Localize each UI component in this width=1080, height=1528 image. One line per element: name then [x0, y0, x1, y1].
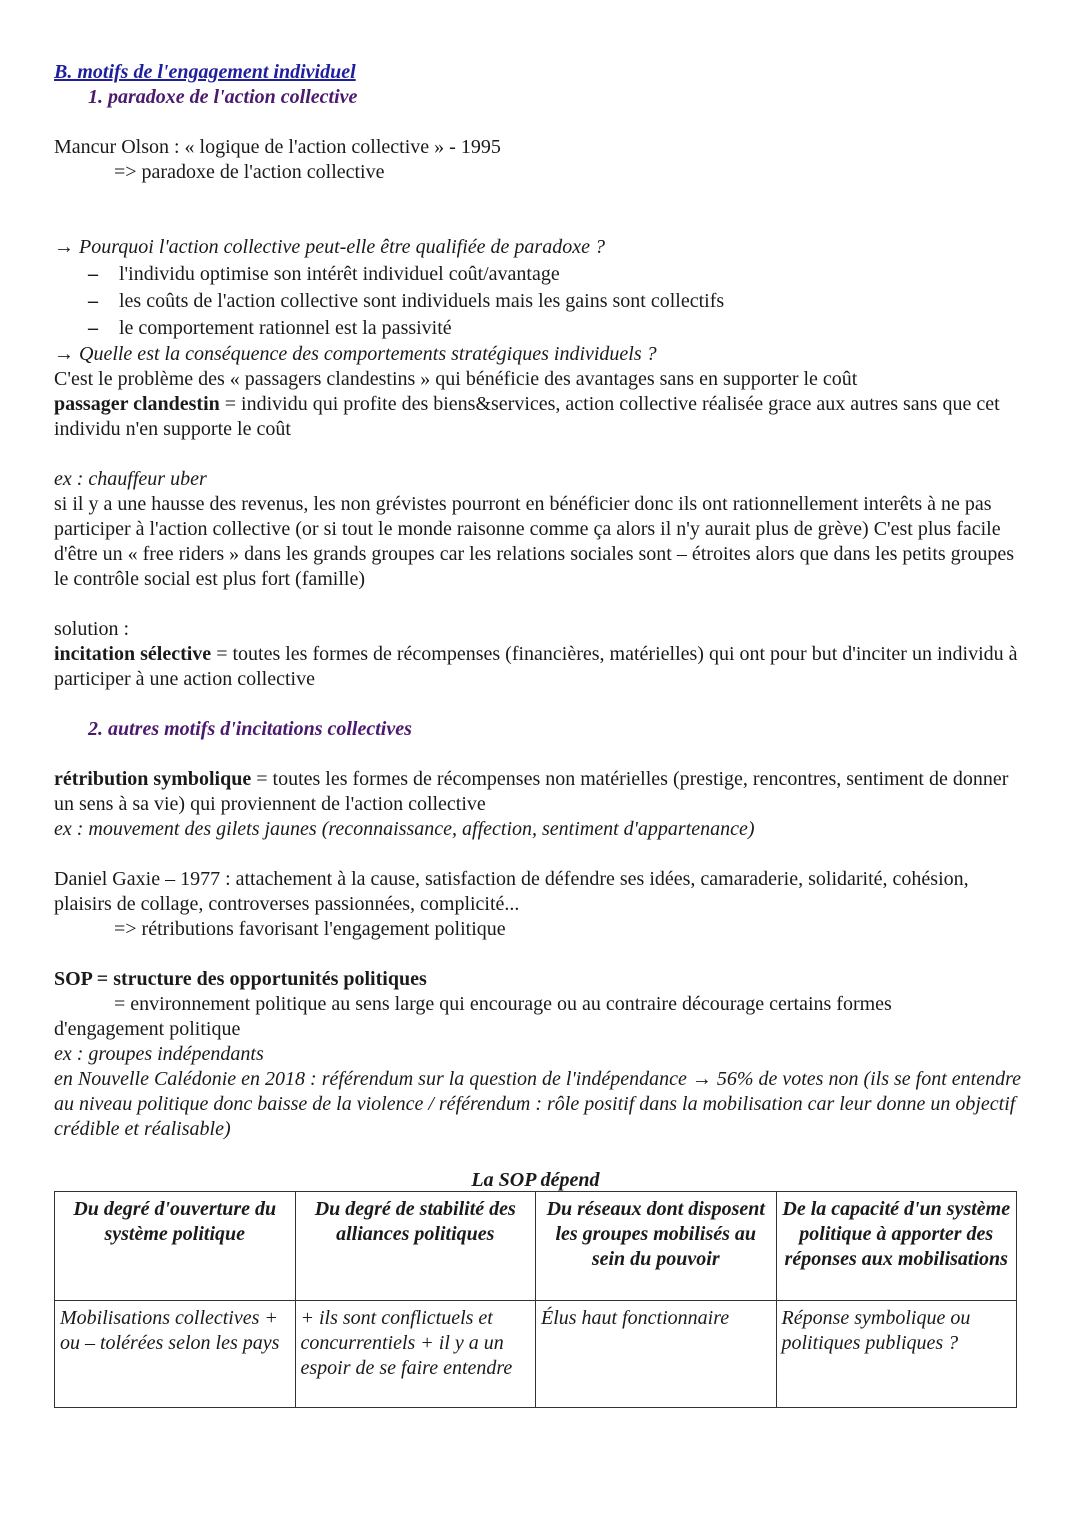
solution-label: solution :: [54, 618, 130, 640]
table-header-cell: Du réseaux dont disposent les groupes mobilisés au sein du pouvoir: [536, 1192, 777, 1301]
subsection-1-title: 1. paradoxe de l'action collective: [88, 86, 358, 108]
retribution-example: ex : mouvement des gilets jaunes (reconnaissance, affection, sentiment d'appartenance): [54, 818, 755, 840]
incitation-definition: [54, 642, 1029, 692]
bullet-item: – le comportement rationnel est la passivité: [54, 316, 1029, 341]
free-rider-term: passager clandestin: [54, 393, 220, 415]
sop-example-text: en Nouvelle Calédonie en 2018 : référendum sur la question de l'indépendance → 56% de votes non (ils se font entendre au niveau politique donc baisse de la violence / référendum : rôle positif dans la mobilisation car leur donne un objectif crédible et réalisable): [54, 1068, 1022, 1140]
bullet-item: – l'individu optimise son intérêt individuel coût/avantage: [54, 262, 1029, 287]
retribution-text: = toutes les formes de récompenses non matérielles (prestige, rencontres, sentiment de donner un sens à sa vie) qui proviennent de l'action collective: [54, 768, 1009, 815]
olson-line: Mancur Olson : « logique de l'action collective » - 1995: [54, 136, 501, 158]
subsection-2-title: 2. autres motifs d'incitations collectives: [88, 718, 412, 740]
free-rider-text: = individu qui profite des biens&services, action collective réalisée grace aux autres sans que cet individu n'en supporte le coût: [54, 393, 1000, 440]
gaxie-result: => rétributions favorisant l'engagement politique: [114, 918, 506, 940]
table-cell: + ils sont conflictuels et concurrentiels + il y a un espoir de se faire entendre: [295, 1301, 536, 1408]
paradox-bullet-list: [54, 262, 1029, 341]
section-b-title: B. motifs de l'engagement individuel: [54, 61, 356, 83]
olson-result: => paradoxe de l'action collective: [114, 161, 385, 183]
retribution-term: rétribution symbolique: [54, 768, 252, 790]
free-rider-definition: [54, 392, 1029, 442]
sop-term: SOP = structure des opportunités politiques: [54, 968, 427, 990]
incitation-term: incitation sélective: [54, 643, 212, 665]
table-cell: Élus haut fonctionnaire: [536, 1301, 777, 1408]
sop-definition-cont: d'engagement politique: [54, 1018, 241, 1040]
example-uber-label: ex : chauffeur uber: [54, 468, 207, 490]
sop-example-label: ex : groupes indépendants: [54, 1043, 264, 1065]
table-header-cell: Du degré de stabilité des alliances politiques: [295, 1192, 536, 1301]
retribution-definition: [54, 767, 1029, 817]
question-paradox: → Pourquoi l'action collective peut-elle être qualifiée de paradoxe ?: [54, 236, 605, 258]
example-uber-text: si il y a une hausse des revenus, les non grévistes pourront en bénéficier donc ils ont rationnellement interêts à ne pas participer à l'action collective (or si tout le monde raisonne comme ça alors il n'y aurait plus de grève) C'est plus facile d'être un « free riders » dans les grands groupes car les relations sociales sont – étroites alors que dans les petits groupes le contrôle social est plus fort (famille): [54, 493, 1014, 590]
question-consequence: → Quelle est la conséquence des comportements stratégiques individuels ?: [54, 343, 657, 365]
bullet-item: – les coûts de l'action collective sont individuels mais les gains sont collectifs: [54, 289, 1029, 314]
gaxie-text: Daniel Gaxie – 1977 : attachement à la cause, satisfaction de défendre ses idées, camaraderie, solidarité, cohésion, plaisirs de collage, controverses passionnées, complicité...: [54, 868, 969, 915]
table-cell: Réponse symbolique ou politiques publiques ?: [776, 1301, 1017, 1408]
sop-table: [54, 1191, 1017, 1408]
sop-heading: [54, 967, 1029, 992]
sop-definition: = environnement politique au sens large qui encourage ou au contraire décourage certains formes: [114, 993, 892, 1015]
table-header-cell: Du degré d'ouverture du système politique: [55, 1192, 296, 1301]
table-row: [55, 1301, 1017, 1408]
free-rider-problem: C'est le problème des « passagers clandestins » qui bénéficie des avantages sans en supporter le coût: [54, 368, 858, 390]
table-header-cell: De la capacité d'un système politique à apporter des réponses aux mobilisations: [776, 1192, 1017, 1301]
incitation-text: = toutes les formes de récompenses (financières, matérielles) qui ont pour but d'inciter un individu à participer à une action collective: [54, 643, 1018, 690]
table-header-row: [55, 1192, 1017, 1301]
sop-table-caption: La SOP dépend: [471, 1169, 600, 1191]
table-cell: Mobilisations collectives + ou – tolérées selon les pays: [55, 1301, 296, 1408]
